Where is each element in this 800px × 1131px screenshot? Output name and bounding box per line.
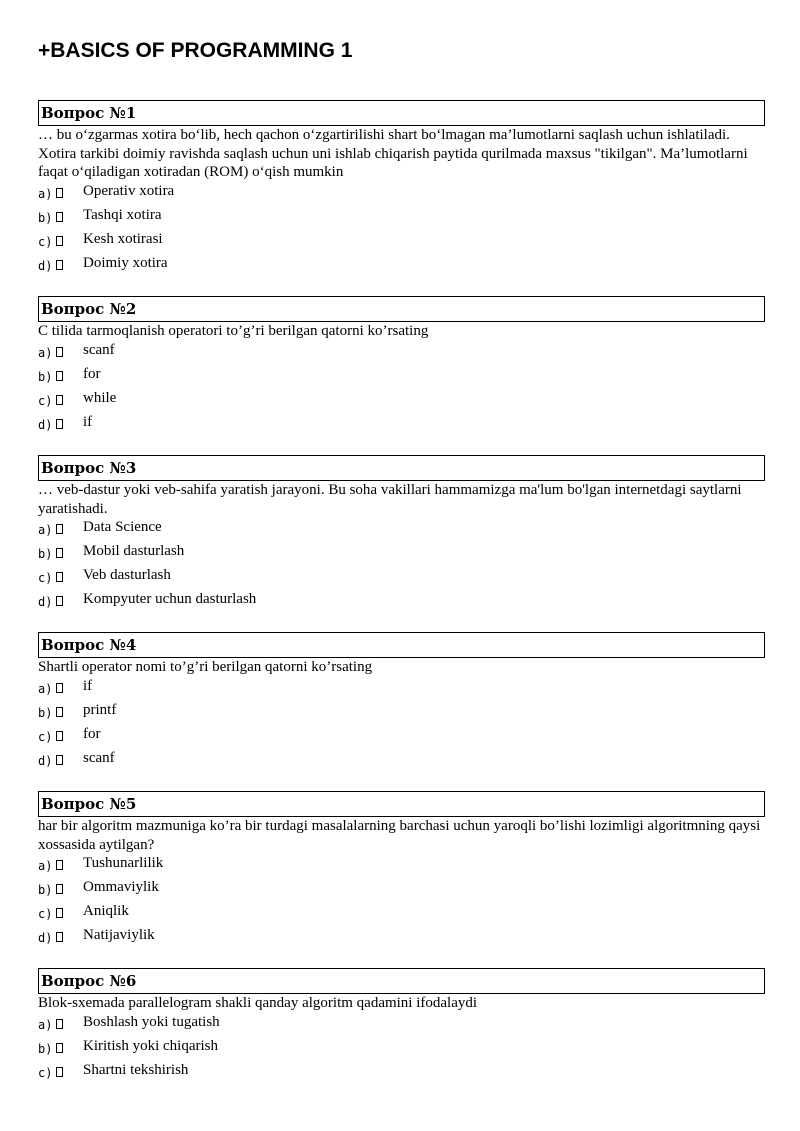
question-text: … bu o‘zgarmas xotira bo‘lib, hech qachon o‘zgartirilishi shart bo‘lmagan ma’lumotlarni saqlash uchun ishlatiladi. Xotira tarkibi doimiy ravishda saqlash uchun uni ishlab chiqarish paytida qurilmada maxsus "tikilgan". Ma’lumotlarni faqat o‘qiladigan xotiradan (ROM) o‘qish mumkin bbox=[38, 127, 748, 180]
option-text: Doimiy xotira bbox=[83, 254, 168, 271]
checkbox-icon[interactable] bbox=[56, 707, 63, 717]
answer-option[interactable] bbox=[38, 1061, 765, 1085]
checkbox-icon[interactable] bbox=[56, 371, 63, 381]
question-header: Вопрос №2 bbox=[38, 296, 765, 322]
option-text: for bbox=[83, 365, 101, 382]
option-letter: b) bbox=[38, 705, 53, 720]
option-letter: a) bbox=[38, 345, 53, 360]
question-text: Shartli operator nomi to’g’ri berilgan qatorni ko’rsating bbox=[38, 659, 373, 675]
checkbox-icon[interactable] bbox=[56, 212, 63, 222]
checkbox-icon[interactable] bbox=[56, 572, 63, 582]
answer-options bbox=[38, 1013, 765, 1085]
checkbox-icon[interactable] bbox=[56, 188, 63, 198]
answer-option[interactable] bbox=[38, 701, 765, 725]
answer-option[interactable] bbox=[38, 1013, 765, 1037]
question-text: Blok-sxemada parallelogram shakli qanday algoritm qadamini ifodalaydi bbox=[38, 995, 478, 1011]
option-letter: a) bbox=[38, 681, 53, 696]
checkbox-icon[interactable] bbox=[56, 419, 63, 429]
question-header: Вопрос №4 bbox=[38, 632, 765, 658]
option-text: Kesh xotirasi bbox=[83, 230, 163, 247]
option-letter: b) bbox=[38, 883, 53, 897]
answer-option[interactable] bbox=[38, 518, 765, 542]
question-text: har bir algoritm mazmuniga ko’ra bir turdagi masalalarning barchasi uchun yaroqli bo’lishi lozimligi algoritmning qaysi xossasida aytilgan? bbox=[38, 818, 761, 853]
checkbox-icon[interactable] bbox=[56, 236, 63, 246]
option-text: while bbox=[83, 389, 117, 406]
question-4 bbox=[38, 632, 765, 773]
checkbox-icon[interactable] bbox=[56, 347, 63, 357]
option-letter: b) bbox=[38, 547, 53, 561]
option-text: Boshlash yoki tugatish bbox=[83, 1013, 220, 1030]
option-text: Tashqi xotira bbox=[83, 206, 162, 223]
option-letter: c) bbox=[38, 393, 53, 408]
question-header: Вопрос №5 bbox=[38, 791, 765, 817]
checkbox-icon[interactable] bbox=[56, 548, 63, 558]
answer-option[interactable] bbox=[38, 854, 765, 878]
checkbox-icon[interactable] bbox=[56, 683, 63, 693]
option-letter: b) bbox=[38, 369, 53, 384]
option-letter: a) bbox=[38, 523, 53, 537]
answer-options bbox=[38, 341, 765, 437]
option-text: Ommaviylik bbox=[83, 879, 159, 895]
option-letter: d) bbox=[38, 417, 53, 432]
answer-option[interactable] bbox=[38, 230, 765, 254]
answer-option[interactable] bbox=[38, 365, 765, 389]
option-letter: b) bbox=[38, 210, 53, 225]
answer-options bbox=[38, 182, 765, 278]
question-6 bbox=[38, 968, 765, 1085]
checkbox-icon[interactable] bbox=[56, 908, 63, 918]
answer-option[interactable] bbox=[38, 206, 765, 230]
option-text: Shartni tekshirish bbox=[83, 1061, 189, 1078]
answer-option[interactable] bbox=[38, 542, 765, 566]
checkbox-icon[interactable] bbox=[56, 860, 63, 870]
answer-options bbox=[38, 518, 765, 614]
option-letter: c) bbox=[38, 571, 53, 585]
checkbox-icon[interactable] bbox=[56, 884, 63, 894]
option-letter: d) bbox=[38, 595, 53, 609]
answer-option[interactable] bbox=[38, 926, 765, 950]
answer-option[interactable] bbox=[38, 878, 765, 902]
option-text: Kompyuter uchun dasturlash bbox=[83, 591, 257, 607]
option-text: Aniqlik bbox=[83, 903, 129, 919]
option-letter: a) bbox=[38, 1017, 53, 1032]
answer-options bbox=[38, 677, 765, 773]
option-letter: c) bbox=[38, 1065, 53, 1080]
option-letter: c) bbox=[38, 907, 53, 921]
answer-option[interactable] bbox=[38, 566, 765, 590]
option-text: Veb dasturlash bbox=[83, 567, 171, 583]
option-text: if bbox=[83, 413, 93, 430]
question-text: C tilida tarmoqlanish operatori to’g’ri berilgan qatorni ko’rsating bbox=[38, 323, 429, 339]
question-1 bbox=[38, 100, 765, 278]
option-text: if bbox=[83, 677, 93, 694]
option-text: Mobil dasturlash bbox=[83, 543, 185, 559]
option-text: for bbox=[83, 725, 101, 742]
option-text: Tushunarlilik bbox=[83, 855, 164, 871]
answer-option[interactable] bbox=[38, 590, 765, 614]
option-letter: d) bbox=[38, 258, 53, 273]
answer-option[interactable] bbox=[38, 182, 765, 206]
answer-option[interactable] bbox=[38, 725, 765, 749]
option-letter: b) bbox=[38, 1041, 53, 1056]
checkbox-icon[interactable] bbox=[56, 395, 63, 405]
checkbox-icon[interactable] bbox=[56, 932, 63, 942]
option-text: Data Science bbox=[83, 519, 162, 535]
answer-options bbox=[38, 854, 765, 950]
answer-option[interactable] bbox=[38, 341, 765, 365]
answer-option[interactable] bbox=[38, 749, 765, 773]
question-3 bbox=[38, 455, 765, 614]
checkbox-icon[interactable] bbox=[56, 260, 63, 270]
option-letter: c) bbox=[38, 729, 53, 744]
question-header: Вопрос №1 bbox=[38, 100, 765, 126]
option-letter: d) bbox=[38, 931, 53, 945]
checkbox-icon[interactable] bbox=[56, 1043, 63, 1053]
question-text: … veb-dastur yoki veb-sahifa yaratish jarayoni. Bu soha vakillari hammamizga ma'lum bo'lgan internetdagi saytlarni yaratishadi. bbox=[38, 482, 742, 517]
checkbox-icon[interactable] bbox=[56, 596, 63, 606]
checkbox-icon[interactable] bbox=[56, 1067, 63, 1077]
document-title: +BASICS OF PROGRAMMING 1 bbox=[38, 39, 353, 62]
option-text: Natijaviylik bbox=[83, 927, 155, 943]
checkbox-icon[interactable] bbox=[56, 524, 63, 534]
option-text: Operativ xotira bbox=[83, 182, 175, 199]
answer-option[interactable] bbox=[38, 902, 765, 926]
question-header: Вопрос №3 bbox=[38, 455, 765, 481]
question-header: Вопрос №6 bbox=[38, 968, 765, 994]
question-2 bbox=[38, 296, 765, 437]
answer-option[interactable] bbox=[38, 389, 765, 413]
answer-option[interactable] bbox=[38, 677, 765, 701]
question-5 bbox=[38, 791, 765, 950]
checkbox-icon[interactable] bbox=[56, 1019, 63, 1029]
answer-option[interactable] bbox=[38, 1037, 765, 1061]
option-letter: c) bbox=[38, 234, 53, 249]
checkbox-icon[interactable] bbox=[56, 755, 63, 765]
option-text: printf bbox=[83, 701, 117, 718]
option-letter: d) bbox=[38, 753, 53, 768]
answer-option[interactable] bbox=[38, 413, 765, 437]
option-letter: a) bbox=[38, 186, 53, 201]
answer-option[interactable] bbox=[38, 254, 765, 278]
option-text: scanf bbox=[83, 749, 115, 766]
option-text: Kiritish yoki chiqarish bbox=[83, 1037, 218, 1054]
option-text: scanf bbox=[83, 341, 115, 358]
option-letter: a) bbox=[38, 859, 53, 873]
checkbox-icon[interactable] bbox=[56, 731, 63, 741]
